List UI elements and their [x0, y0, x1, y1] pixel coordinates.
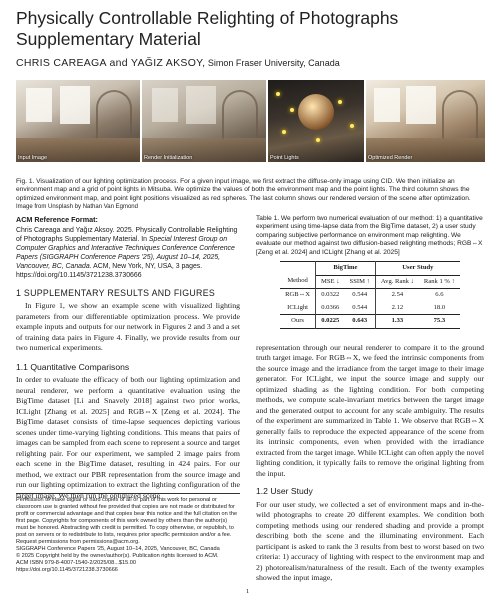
left-column	[16, 215, 240, 501]
author-affiliation: Simon Fraser University, Canada	[205, 58, 340, 68]
figure-caption	[16, 178, 484, 212]
authors-line	[16, 57, 340, 69]
permission-block	[16, 493, 240, 574]
point-lights-panel	[268, 80, 364, 162]
reference-heading: ACM Reference Format:	[16, 215, 98, 224]
section-1-2-heading: 1.2 User Study	[256, 486, 313, 497]
permission-conf: SIGGRAPH Conference Papers '25, August 10–14, 2025, Vancouver, BC, Canada	[16, 546, 220, 552]
reference-body: Chris Careaga and Yağız Aksoy. 2025. Physically Controllable Relighting of Photographs Supplementary Material. In Special Interest Group on Computer Graphics and Interactive Techniques Conference Conference Papers (SIGGRAPH Conference Papers '25), August 10–14, 2025, Vancouver, BC, Canada. ACM, New York, NY, USA, 3 pages. https://doi.org/10.1145/3721238.3730666	[16, 226, 238, 279]
table-header: SSIM ↑	[345, 275, 376, 289]
section-1-body: In Figure 1, we show an example scene with visualized lighting parameters from our differentiable optimization process. We provide example inputs and outputs for our network in Figures 2 and 3 and a set of training data pairs in Figure 4. Finally, we provide results from our two numerical experiments.	[16, 301, 240, 352]
section-1-1-heading: 1.1 Quantitative Comparisons	[16, 361, 130, 372]
table-header: Method	[280, 275, 315, 289]
right-column	[256, 215, 484, 584]
panel-label-optimized: Optimized Render	[368, 155, 413, 161]
panel-label-point-lights: Point Lights	[270, 155, 299, 161]
section-1-heading: 1 SUPPLEMENTARY RESULTS AND FIGURES	[16, 287, 216, 298]
caption-credit: Image from Unsplash by Nathan Van Egmond	[16, 204, 138, 211]
panel-label-input: Input Image	[18, 155, 48, 161]
table-row: Ours 0.0225 0.643 1.33 75.3	[280, 315, 460, 329]
permission-text: Permission to make digital or hard copies of all or part of this work for personal or classroom use is granted without fee provided that copies are not made or distributed for profit or commercial advantage and that copies bear this notice and the full citation on the first page. Copyrights for components of this work owned by others than the author(s) must be honored. Abstracting with credit is permitted. To copy otherwise, or republish, to post on servers or to redistribute to lists, requires prior specific permission and/or a fee. Request permissions from permissions@acm.org.	[16, 497, 238, 545]
panel-label-render-init: Render Initialization	[144, 155, 193, 161]
table-header: Rank 1 % ↑	[423, 277, 455, 285]
optimized-render-panel	[366, 80, 485, 162]
table-caption: Table 1. We perform two numerical evaluation of our method: 1) a quantitative experiment using time-lapse data from the BigTime dataset, 2) a user study comparing subjective performance on environment map relighting. We evaluate our method against two diffusion-based relighting methods; RGB⇔X [Zeng et al. 2024] and ICLight [Zhang et al. 2025]	[256, 215, 483, 256]
table-header: MSE ↓	[321, 277, 340, 285]
table-group-bigtime: BigTime	[316, 262, 376, 276]
caption-text: Fig. 1. Visualization of our lighting optimization process. For a given input image, we first extract the diffuse-only image using CID. We then initialize an environment map and a grid of point lights in Mitsuba. We optimize the values of both the environment map and the point lights. The third column shows the optimized environment map, and point light positions visualized as red spheres. The last column shows our rendered version of the scene after optimization.	[16, 178, 471, 202]
table-row: RGB⇔X 0.0322 0.544 2.54 6.6	[280, 289, 460, 302]
table-header: Avg. Rank ↓	[380, 277, 414, 285]
input-image-panel	[16, 80, 140, 162]
page-number: 1	[246, 588, 250, 595]
teaser-figure	[16, 80, 485, 170]
table-group-userstudy: User Study	[375, 262, 459, 276]
results-table	[280, 261, 460, 329]
permission-copyright: © 2025 Copyright held by the owner/author(s). Publication rights licensed to ACM.	[16, 553, 219, 559]
right-column-body: representation through our neural renderer to compare it to the ground truth target image. For RGB⇔X, we feed the intrinsic components from the source image and the irradiance from the target image to their image generator. For ICLight, we input the source image and supply our optimized shading as the lighting condition. For both competing methods, we compute scale-invariant metrics between the target image and the generated output to account for any scale ambiguity. The results of the experiment are summarized in Table 1. We observe that RGB⇔X generally fails to reproduce the expected appearance of the scene from its intrinsic components, even when provided with the irradiance extracted from the target image. While ICLight can often apply the novel lighting condition, it typically fails to remove the original lighting from the input.	[256, 342, 484, 478]
table-row: ICLight 0.0366 0.544 2.12 18.0	[280, 302, 460, 315]
permission-doi: https://doi.org/10.1145/3721238.3730666	[16, 567, 118, 573]
paper-title: Physically Controllable Relighting of Photographs Supplementary Material	[16, 8, 399, 49]
permission-isbn: ACM ISBN 979-8-4007-1540-2/2025/08...$15.00	[16, 560, 137, 566]
render-initialization-panel	[142, 80, 266, 162]
environment-sphere	[298, 94, 334, 130]
section-1-1-body: In order to evaluate the efficacy of both our lighting optimization and neural renderer, we perform a quantitative evaluation using the BigTime dataset [Li and Snavely 2018] against two prior works, ICLight [Zhang et al. 2025] and RGB⇔X [Zeng et al. 2024]. The BigTime dataset consists of time-lapse sequences depicting various scenes under time-varying lighting conditions. This means that pairs of images can be sampled from each scene to represent a source and target relighting pair. For our experiment, we sampled 2 image pairs from each scene in the BigTime dataset, resulting in 424 pairs. For our method, we extract our PBR representation from the source image and run our lighting optimization to extract the lighting configuration of the target image. We then run the optimized scene	[16, 375, 240, 500]
section-1-2-body: For our user study, we collected a set of environment maps and in-the-wild photographs to create 20 different examples. We condition both competing methods using our rendered shading and provide a prompt describing both the scene and the illuminating environment. Each participant is asked to rank the 3 results from best to worst based on two criteria: 1) accuracy of lighting with respect to the environment map and 2) photorealism/naturalness of the result. Each of the twenty examples showed the input image,	[256, 499, 484, 583]
author-names: CHRIS CAREAGA and YAĞIZ AKSOY,	[16, 57, 206, 69]
